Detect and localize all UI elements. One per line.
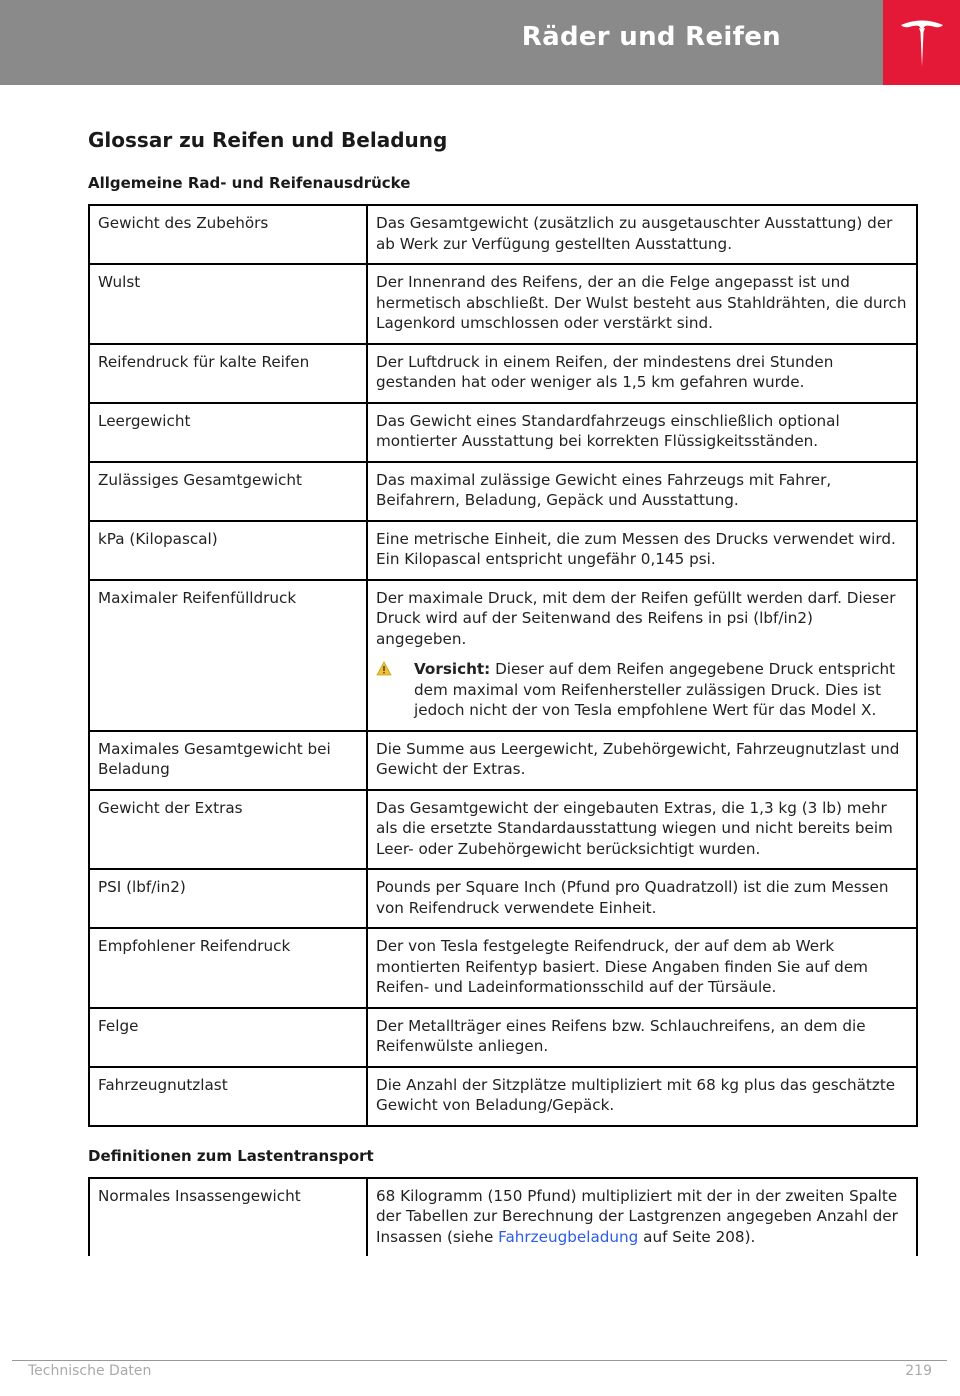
definition-text-end: auf Seite 208). — [638, 1227, 756, 1246]
term-cell: Fahrzeugnutzlast — [89, 1067, 367, 1126]
chapter-title: Räder und Reifen — [521, 22, 781, 52]
definition-cell: Der Luftdruck in einem Reifen, der mindestens drei Stunden gestanden hat oder weniger als 1,5 km gefahren wurde. — [367, 344, 917, 403]
term-cell: Empfohlener Reifendruck — [89, 928, 367, 1008]
definition-cell: Das Gesamtgewicht (zusätzlich zu ausgetauschter Ausstattung) der ab Werk zur Verfügung gestellten Ausstattung. — [367, 205, 917, 264]
tesla-logo-icon — [899, 17, 945, 69]
fahrzeugbeladung-link[interactable]: Fahrzeugbeladung — [498, 1227, 639, 1246]
main-content — [88, 128, 918, 1256]
table-row — [89, 1178, 917, 1257]
table-row — [89, 521, 917, 580]
table-row — [89, 264, 917, 344]
footer-section-name: Technische Daten — [28, 1363, 152, 1379]
definition-cell: Pounds per Square Inch (Pfund pro Quadratzoll) ist die zum Messen von Reifendruck verwendete Einheit. — [367, 869, 917, 928]
table-row — [89, 205, 917, 264]
term-cell: Normales Insassengewicht — [89, 1178, 367, 1257]
table-row — [89, 1008, 917, 1067]
caution-note — [376, 659, 908, 721]
term-cell: Gewicht der Extras — [89, 790, 367, 870]
definition-cell: Der Innenrand des Reifens, der an die Felge angepasst ist und hermetisch abschließt. Der Wulst besteht aus Stahldrähten, die durch Lagenkord umschlossen oder verstärkt sind. — [367, 264, 917, 344]
definition-cell: Die Anzahl der Sitzplätze multipliziert mit 68 kg plus das geschätzte Gewicht von Beladung/Gepäck. — [367, 1067, 917, 1126]
page-title: Glossar zu Reifen und Beladung — [88, 128, 448, 152]
definition-cell: Das Gewicht eines Standardfahrzeugs einschließlich optional montierter Ausstattung bei korrekten Flüssigkeitsständen. — [367, 403, 917, 462]
table-row — [89, 344, 917, 403]
term-cell: PSI (lbf/in2) — [89, 869, 367, 928]
glossary-table — [88, 204, 918, 1127]
header-bar — [0, 0, 883, 85]
definition-text: Der maximale Druck, mit dem der Reifen gefüllt werden darf. Dieser Druck wird auf der Seitenwand des Reifens in psi (lbf/in2) angegeben. — [376, 588, 896, 648]
definition-text-start: 68 Kilogramm (150 Pfund) multipliziert mit der in der zweiten Spalte der Tabellen zur Berechnung der Lastgrenzen angegeben Anzahl der Insassen (siehe — [376, 1186, 898, 1246]
term-cell: kPa (Kilopascal) — [89, 521, 367, 580]
definition-cell: Eine metrische Einheit, die zum Messen des Drucks verwendet wird. Ein Kilopascal entspricht ungefähr 0,145 psi. — [367, 521, 917, 580]
term-cell: Reifendruck für kalte Reifen — [89, 344, 367, 403]
definition-cell: Der von Tesla festgelegte Reifendruck, der auf dem ab Werk montierten Reifentyp basiert. Diese Angaben finden Sie auf dem Reifen- und Ladeinformationsschild auf der Türsäule. — [367, 928, 917, 1008]
section-heading-general: Allgemeine Rad- und Reifenausdrücke — [88, 174, 411, 192]
footer-divider — [12, 1360, 947, 1361]
definition-cell: Das Gesamtgewicht der eingebauten Extras, die 1,3 kg (3 lb) mehr als die ersetzte Standardausstattung wiegen und nicht bereits beim Leer- oder Zubehörgewicht berücksichtigt wurden. — [367, 790, 917, 870]
table-row — [89, 790, 917, 870]
term-cell: Leergewicht — [89, 403, 367, 462]
table-row — [89, 403, 917, 462]
page-number: 219 — [905, 1363, 932, 1379]
term-cell: Maximaler Reifenfülldruck — [89, 580, 367, 731]
load-definitions-table — [88, 1177, 918, 1257]
tesla-logo — [883, 0, 960, 85]
table-row — [89, 928, 917, 1008]
caution-text — [414, 659, 908, 721]
definition-cell: Das maximal zulässige Gewicht eines Fahrzeugs mit Fahrer, Beifahrern, Beladung, Gepäck und Ausstattung. — [367, 462, 917, 521]
table-row — [89, 1067, 917, 1126]
warning-icon — [376, 659, 414, 721]
term-cell: Zulässiges Gesamtgewicht — [89, 462, 367, 521]
caution-label: Vorsicht: — [414, 660, 491, 678]
table-row — [89, 869, 917, 928]
table-row — [89, 462, 917, 521]
table-row — [89, 580, 917, 731]
term-cell: Gewicht des Zubehörs — [89, 205, 367, 264]
term-cell: Maximales Gesamtgewicht bei Beladung — [89, 731, 367, 790]
definition-cell — [367, 580, 917, 731]
definition-cell: Der Metallträger eines Reifens bzw. Schlauchreifens, an dem die Reifenwülste anliegen. — [367, 1008, 917, 1067]
definition-cell — [367, 1178, 917, 1257]
term-cell: Wulst — [89, 264, 367, 344]
term-cell: Felge — [89, 1008, 367, 1067]
section-heading-load: Definitionen zum Lastentransport — [88, 1146, 374, 1165]
definition-cell: Die Summe aus Leergewicht, Zubehörgewicht, Fahrzeugnutzlast und Gewicht der Extras. — [367, 731, 917, 790]
table-row — [89, 731, 917, 790]
caution-body: Dieser auf dem Reifen angegebene Druck entspricht dem maximal vom Reifenhersteller zulässigen Druck. Dies ist jedoch nicht der von Tesla empfohlene Wert für das Model X. — [414, 660, 896, 719]
